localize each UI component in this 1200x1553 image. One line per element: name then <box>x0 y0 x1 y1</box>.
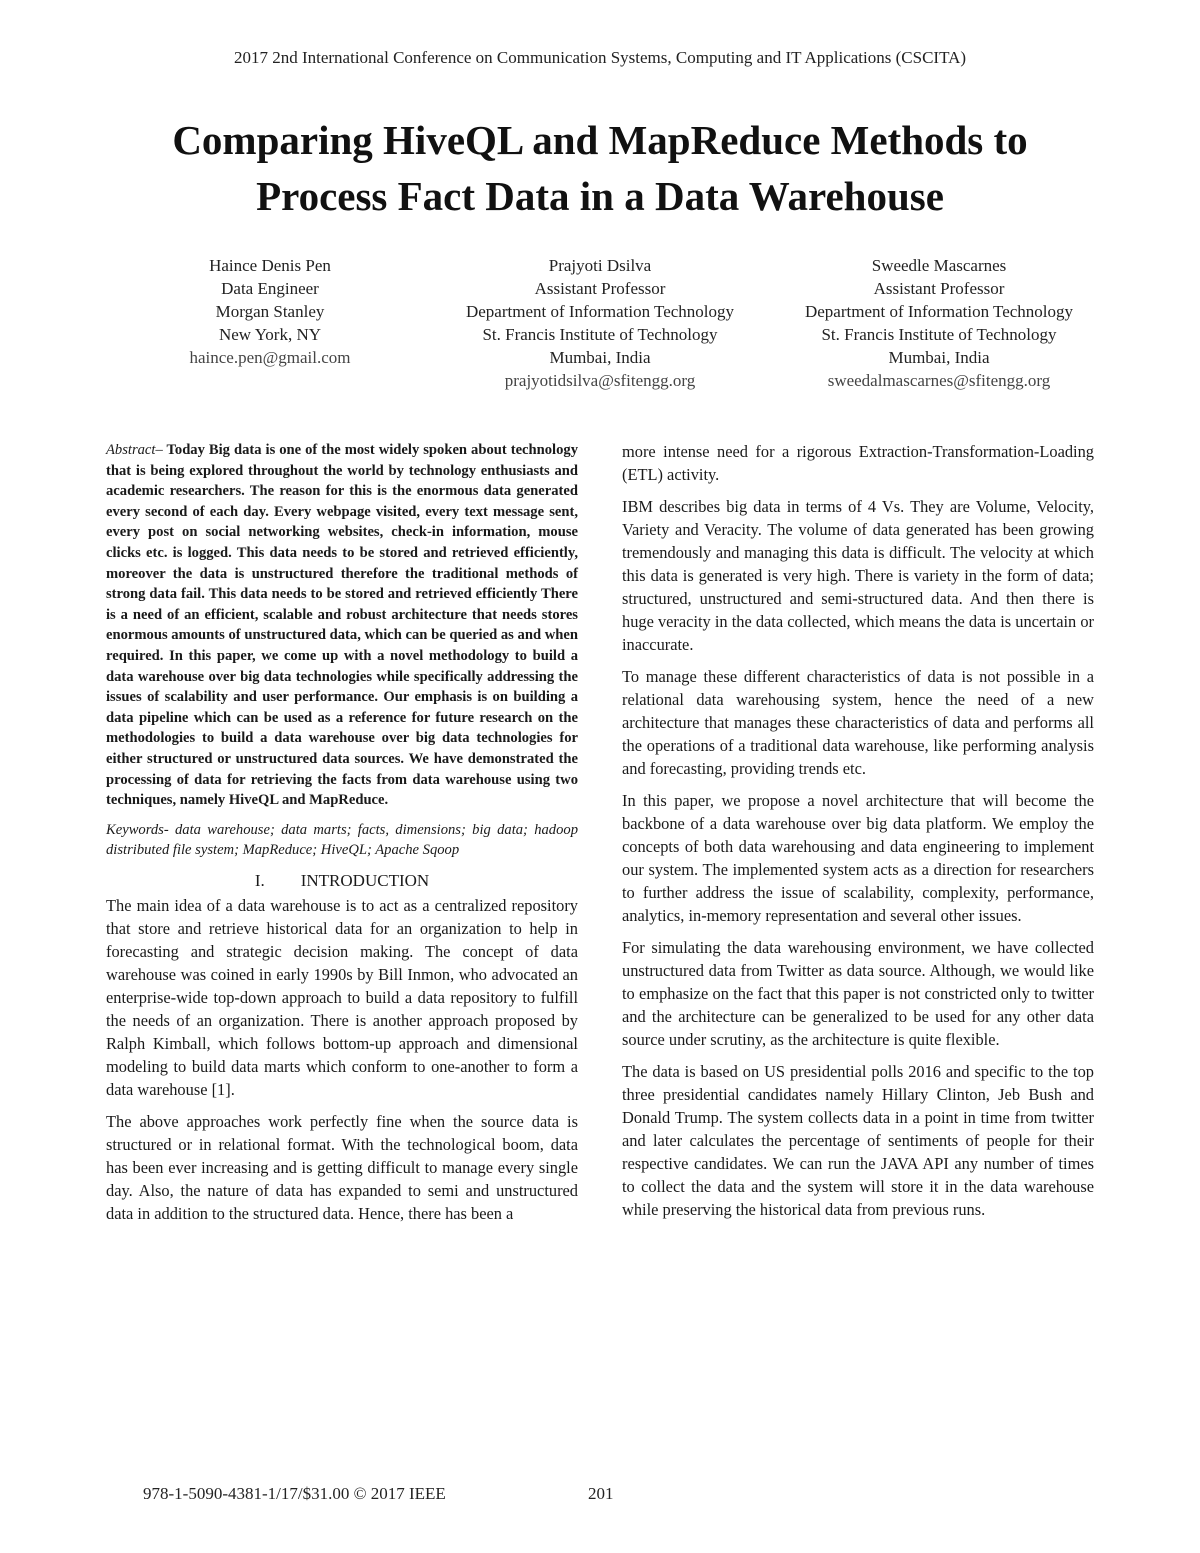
title-line-2: Process Fact Data in a Data Warehouse <box>256 173 944 219</box>
author-name: Prajyoti Dsilva <box>548 256 652 275</box>
paragraph: The above approaches work perfectly fine when the source data is structured or in relational format. With the technological boom, data has been ever increasing and is getting difficult to manage every single day. Also, the nature of data has expanded to semi and unstructured data in addition to the structured data. Hence, there has been a <box>106 1111 578 1223</box>
author-name: Sweedle Mascarnes <box>871 256 1007 275</box>
keywords: Keywords- data warehouse; data marts; facts, dimensions; big data; hadoop distributed file system; MapReduce; HiveQL; Apache Sqoop <box>106 821 578 859</box>
abstract-text: Today Big data is one of the most widely spoken about technology that is being explored throughout the world by technology enthusiasts and academic researchers. The reason for this is the enormous data generated every second of each day. Every webpage visited, every text message sent, every post on social networking websites, check-in information, mouse clicks etc. is logged. This data needs to be stored and retrieved efficiently, moreover the data is unstructured therefore the traditional methods of strong data fail. This data needs to be stored and retrieved efficiently There is a need of an efficient, scalable and robust architecture that needs stores enormous amounts of unstructured data, which can be queried as and when required. In this paper, we come up with a novel methodology to build a data warehouse over big data technologies while specifically addressing the issues of scalability and user performance. Our emphasis is on building a data pipeline which can be used as a reference for future research on the methodologies to build a data warehouse over big data technologies for either structured or unstructured data sources. We have demonstrated the processing of data for retrieving the facts from data warehouse using two techniques, namely HiveQL and MapReduce. <box>106 442 579 809</box>
conference-header: 2017 2nd International Conference on Communication Systems, Computing and IT Applications (CSCITA) <box>233 48 967 67</box>
author-name: Haince Denis Pen <box>209 256 331 275</box>
section-heading-introduction <box>106 870 578 892</box>
author-email[interactable]: haince.pen@gmail.com <box>189 348 351 367</box>
author-role: Assistant Professor <box>534 279 666 298</box>
author-email[interactable]: prajyotidsilva@sfitengg.org <box>504 371 696 390</box>
paper-title <box>60 112 1140 224</box>
author-location: New York, NY <box>218 325 321 344</box>
paragraph: IBM describes big data in terms of 4 Vs. They are Volume, Velocity, Variety and Veracity. The volume of data generated has been growing tremendously and managing this data is difficult. The velocity at which this data is generated is very high. There is variety in the form of data; structured, unstructured and semi-structured data. And then there is huge veracity in the data collected, which means the data is uncertain or inaccurate. <box>622 497 1094 654</box>
title-line-1: Comparing HiveQL and MapReduce Methods to <box>172 117 1028 163</box>
author-location: Mumbai, India <box>549 348 651 367</box>
author-2 <box>430 254 770 392</box>
author-org: St. Francis Institute of Technology <box>482 325 718 344</box>
page-number: 201 <box>588 1484 614 1503</box>
section-number: I. <box>254 870 265 890</box>
author-role: Data Engineer <box>221 279 319 298</box>
author-dept: Department of Information Technology <box>804 302 1074 321</box>
author-3 <box>769 254 1109 392</box>
section-title: INTRODUCTION <box>300 870 430 890</box>
paragraph: To manage these different characteristics of data is not possible in a relational data warehousing system, hence the need of a new architecture that manages these characteristics of data and performs all the operations of a traditional data warehouse, like performing analysis and forecasting, providing trends etc. <box>622 667 1094 778</box>
paragraph: The main idea of a data warehouse is to act as a centralized repository that store and retrieve historical data for an organization to help in forecasting and strategic decision making. The concept of data warehouse was coined in early 1990s by Bill Inmon, who advocated an enterprise-wide top-down approach to build a data repository to fulfill the needs of an organization. There is another approach proposed by Ralph Kimball, which follows bottom-up approach and dimensional modeling to build data marts which conform to one-another to form a data warehouse [1]. <box>106 895 578 1099</box>
abstract-label: Abstract– <box>106 442 163 458</box>
author-org: Morgan Stanley <box>215 302 325 321</box>
abstract <box>106 440 578 811</box>
left-column <box>106 440 578 1234</box>
author-org: St. Francis Institute of Technology <box>821 325 1057 344</box>
copyright-notice: 978-1-5090-4381-1/17/$31.00 © 2017 IEEE <box>143 1484 446 1503</box>
paragraph: more intense need for a rigorous Extraction-Transformation-Loading (ETL) activity. <box>622 442 1094 484</box>
right-column <box>622 440 1094 1230</box>
author-location: Mumbai, India <box>888 348 990 367</box>
paragraph: In this paper, we propose a novel architecture that will become the backbone of a data warehouse over big data platform. We employ the concepts of both data warehousing and data engineering to implement our system. The implemented system acts as a direction for researchers to further address the issue of scalability, complexity, performance, analytics, in-memory representation and several other issues. <box>622 791 1094 925</box>
paragraph: For simulating the data warehousing environment, we have collected unstructured data from Twitter as data source. Although, we would like to emphasize on the fact that this paper is not constricted only to twitter and the architecture can be generalized to be used for any other data source under scrutiny, as the architecture is quite flexible. <box>622 938 1094 1049</box>
author-1 <box>100 254 440 369</box>
page-footer <box>143 1484 614 1504</box>
author-role: Assistant Professor <box>873 279 1005 298</box>
author-dept: Department of Information Technology <box>465 302 735 321</box>
author-email[interactable]: sweedalmascarnes@sfitengg.org <box>827 371 1051 390</box>
paragraph: The data is based on US presidential polls 2016 and specific to the top three presidential candidates namely Hillary Clinton, Jeb Bush and Donald Trump. The system collects data in a point in time from twitter and later calculates the percentage of sentiments of people for their respective candidates. We can run the JAVA API any number of times to collect the data and the system will store it in the data warehouse while preserving the historical data from previous runs. <box>622 1062 1094 1219</box>
